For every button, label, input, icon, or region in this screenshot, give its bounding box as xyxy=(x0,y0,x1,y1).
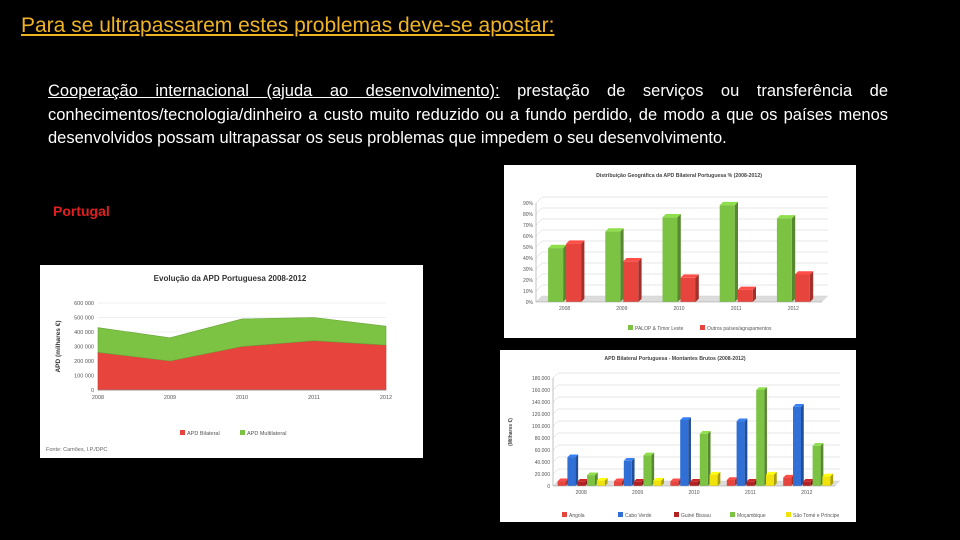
x-tick-label: 2011 xyxy=(308,395,320,401)
legend-swatch xyxy=(618,512,623,517)
gridline-side xyxy=(536,230,542,236)
legend-label: Outros países/agrupamentos xyxy=(707,326,772,332)
amounts-bar-chart xyxy=(500,350,856,522)
gridline-side xyxy=(553,373,558,378)
x-tick-label: 2011 xyxy=(745,490,756,496)
bar-palop-timor-leste xyxy=(548,248,563,302)
y-axis-label: (Milhares €) xyxy=(508,418,514,446)
y-tick-label: 20.000 xyxy=(534,472,550,478)
y-tick-label: 400 000 xyxy=(74,330,94,336)
legend-label: São Tomé e Príncipe xyxy=(793,513,840,519)
x-tick-label: 2008 xyxy=(559,306,571,312)
definition-paragraph xyxy=(48,80,888,151)
bar-cabo-verde xyxy=(680,420,688,486)
gridline-side xyxy=(536,197,542,203)
x-tick-label: 2010 xyxy=(673,306,685,312)
bar-mo-ambique xyxy=(700,434,708,486)
bar-outros-pa-ses-agrupamentos xyxy=(738,290,753,302)
source-note: Fonte: Camões, I.P./DPC xyxy=(46,447,108,453)
slide-title: Para se ultrapassarem estes problemas deve-se apostar: xyxy=(21,14,555,37)
bar-angola xyxy=(727,480,735,486)
y-tick-label: 90% xyxy=(522,201,533,207)
gridline-side xyxy=(536,208,542,214)
bar-outros-pa-ses-agrupamentos xyxy=(566,244,581,302)
y-tick-label: 60.000 xyxy=(534,448,550,454)
x-tick-label: 2012 xyxy=(787,306,799,312)
bar-cabo-verde xyxy=(793,407,801,486)
distribution-chart-panel xyxy=(504,165,856,338)
bar-side-outros-pa-ses-agrupamentos xyxy=(696,275,699,303)
legend-label: APD Multilateral xyxy=(247,431,287,437)
bar-s-o-tom-e-pr-ncipe xyxy=(766,475,774,486)
area-chart-panel xyxy=(40,265,423,458)
bar-side-palop-timor-leste xyxy=(792,215,795,302)
bar-outros-pa-ses-agrupamentos xyxy=(623,261,638,302)
y-tick-label: 180.000 xyxy=(531,376,550,382)
legend-label: Angola xyxy=(569,513,585,519)
y-tick-label: 500 000 xyxy=(74,315,94,322)
bar-guin-bissau xyxy=(634,482,642,486)
y-tick-label: 40% xyxy=(522,256,533,262)
bar-outros-pa-ses-agrupamentos xyxy=(795,275,810,303)
gridline-side xyxy=(553,433,558,438)
bar-mo-ambique xyxy=(643,455,651,486)
bar-mo-ambique xyxy=(813,446,821,486)
bar-side-palop-timor-leste xyxy=(678,214,681,302)
legend-swatch xyxy=(674,512,679,517)
area-chart xyxy=(40,265,423,458)
bar-side-cabo-verde xyxy=(688,417,691,486)
y-tick-label: 60% xyxy=(522,234,533,240)
bar-side-mo-ambique xyxy=(764,387,767,486)
bar-side-palop-timor-leste xyxy=(735,202,738,302)
bar-guin-bissau xyxy=(577,482,585,486)
y-tick-label: 200 000 xyxy=(74,359,94,365)
y-tick-label: 120.000 xyxy=(531,412,550,418)
distribution-bar-chart xyxy=(504,165,856,338)
gridline-side xyxy=(553,445,558,450)
bar-s-o-tom-e-pr-ncipe xyxy=(597,481,605,486)
legend-swatch xyxy=(180,430,185,435)
legend-label: Guiné Bissau xyxy=(681,513,711,519)
gridline-side xyxy=(553,385,558,390)
gridline-side xyxy=(536,263,542,269)
bar-mo-ambique xyxy=(587,475,595,486)
bar-palop-timor-leste xyxy=(663,217,678,302)
x-tick-label: 2009 xyxy=(163,395,177,401)
x-tick-label: 2009 xyxy=(616,306,628,312)
gridline-side xyxy=(553,421,558,426)
y-tick-label: 140.000 xyxy=(531,400,550,406)
gridline-side xyxy=(536,219,542,225)
amounts-chart-panel xyxy=(500,350,856,522)
legend-label: APD Bilateral xyxy=(187,431,220,437)
bar-cabo-verde xyxy=(567,457,575,486)
chart-title: Distribuição Geográfica da APD Bilateral Portuguesa % (2008-2012) xyxy=(596,173,762,179)
bar-outros-pa-ses-agrupamentos xyxy=(681,278,696,302)
bar-side-cabo-verde xyxy=(801,404,804,486)
y-tick-label: 30% xyxy=(522,267,533,273)
portugal-label: Portugal xyxy=(53,203,110,219)
bar-side-palop-timor-leste xyxy=(620,228,623,302)
y-tick-label: 20% xyxy=(522,278,533,284)
legend-swatch xyxy=(562,512,567,517)
y-tick-label: 0% xyxy=(525,300,533,306)
legend-swatch xyxy=(628,325,633,330)
y-tick-label: 80.000 xyxy=(534,436,550,442)
y-axis-label: APD (milhares €) xyxy=(55,320,62,373)
y-tick-label: 300 000 xyxy=(74,344,94,351)
definition-body: prestação de serviços ou transferência de conhecimentos/tecnologia/dinheiro a custo muito reduzido ou a fundo perdido, de modo a que os países menos desenvolvidos possam ultrapassar os seus problemas que impedem o seu desenvolvimento. xyxy=(48,82,888,147)
bar-angola xyxy=(558,481,566,486)
bar-side-outros-pa-ses-agrupamentos xyxy=(581,240,584,302)
definition-term: Cooperação internacional (ajuda ao desenvolvimento): xyxy=(48,82,500,100)
chart-title: APD Bilateral Portuguesa - Montantes Brutos (2008-2012) xyxy=(604,356,746,362)
y-tick-label: 50% xyxy=(522,245,533,251)
x-tick-label: 2008 xyxy=(91,395,105,401)
bar-angola xyxy=(783,478,791,486)
bar-angola xyxy=(614,481,622,486)
bar-guin-bissau xyxy=(690,482,698,486)
bar-side-palop-timor-leste xyxy=(563,245,566,302)
bar-side-outros-pa-ses-agrupamentos xyxy=(638,258,641,302)
legend-label: Moçambique xyxy=(737,513,766,519)
gridline-side xyxy=(553,409,558,414)
gridline-side xyxy=(536,241,542,247)
legend-swatch xyxy=(786,512,791,517)
y-tick-label: 10% xyxy=(522,289,533,295)
x-tick-label: 2011 xyxy=(730,306,742,312)
bar-side-outros-pa-ses-agrupamentos xyxy=(810,271,813,302)
gridline-side xyxy=(536,252,542,258)
bar-guin-bissau xyxy=(746,482,754,486)
legend-swatch xyxy=(700,325,705,330)
x-tick-label: 2012 xyxy=(801,490,813,496)
gridline-side xyxy=(536,274,542,280)
bar-guin-bissau xyxy=(803,482,811,486)
y-tick-label: 100.000 xyxy=(531,424,550,430)
bar-cabo-verde xyxy=(624,461,632,486)
y-tick-label: 100 000 xyxy=(74,373,94,380)
legend-swatch xyxy=(730,512,735,517)
bar-s-o-tom-e-pr-ncipe xyxy=(822,476,830,486)
chart-title: Evolução da APD Portuguesa 2008-2012 xyxy=(153,274,307,283)
y-tick-label: 160.000 xyxy=(531,388,550,394)
y-tick-label: 0 xyxy=(547,484,550,490)
bar-s-o-tom-e-pr-ncipe xyxy=(653,481,661,486)
bar-angola xyxy=(670,481,678,486)
x-tick-label: 2010 xyxy=(688,490,700,496)
y-tick-label: 600 000 xyxy=(74,301,94,307)
gridline-side xyxy=(553,397,558,402)
bar-mo-ambique xyxy=(756,390,764,486)
legend-label: PALOP & Timor Leste xyxy=(635,326,684,332)
x-tick-label: 2008 xyxy=(575,490,587,496)
gridline-side xyxy=(553,469,558,474)
bar-palop-timor-leste xyxy=(720,205,735,302)
bar-s-o-tom-e-pr-ncipe xyxy=(710,475,718,486)
bar-cabo-verde xyxy=(737,421,745,486)
x-tick-label: 2012 xyxy=(379,395,393,401)
gridline-side xyxy=(553,457,558,462)
legend-swatch xyxy=(240,430,245,435)
x-tick-label: 2010 xyxy=(235,395,249,401)
gridline-side xyxy=(536,285,542,291)
y-tick-label: 70% xyxy=(522,223,533,229)
bar-palop-timor-leste xyxy=(605,232,620,302)
bar-side-cabo-verde xyxy=(745,418,748,486)
y-tick-label: 40.000 xyxy=(534,460,550,466)
legend-label: Cabo Verde xyxy=(625,513,652,519)
x-tick-label: 2009 xyxy=(632,490,644,496)
y-tick-label: 0 xyxy=(90,388,94,394)
y-tick-label: 80% xyxy=(522,212,533,218)
bar-palop-timor-leste xyxy=(777,218,792,302)
